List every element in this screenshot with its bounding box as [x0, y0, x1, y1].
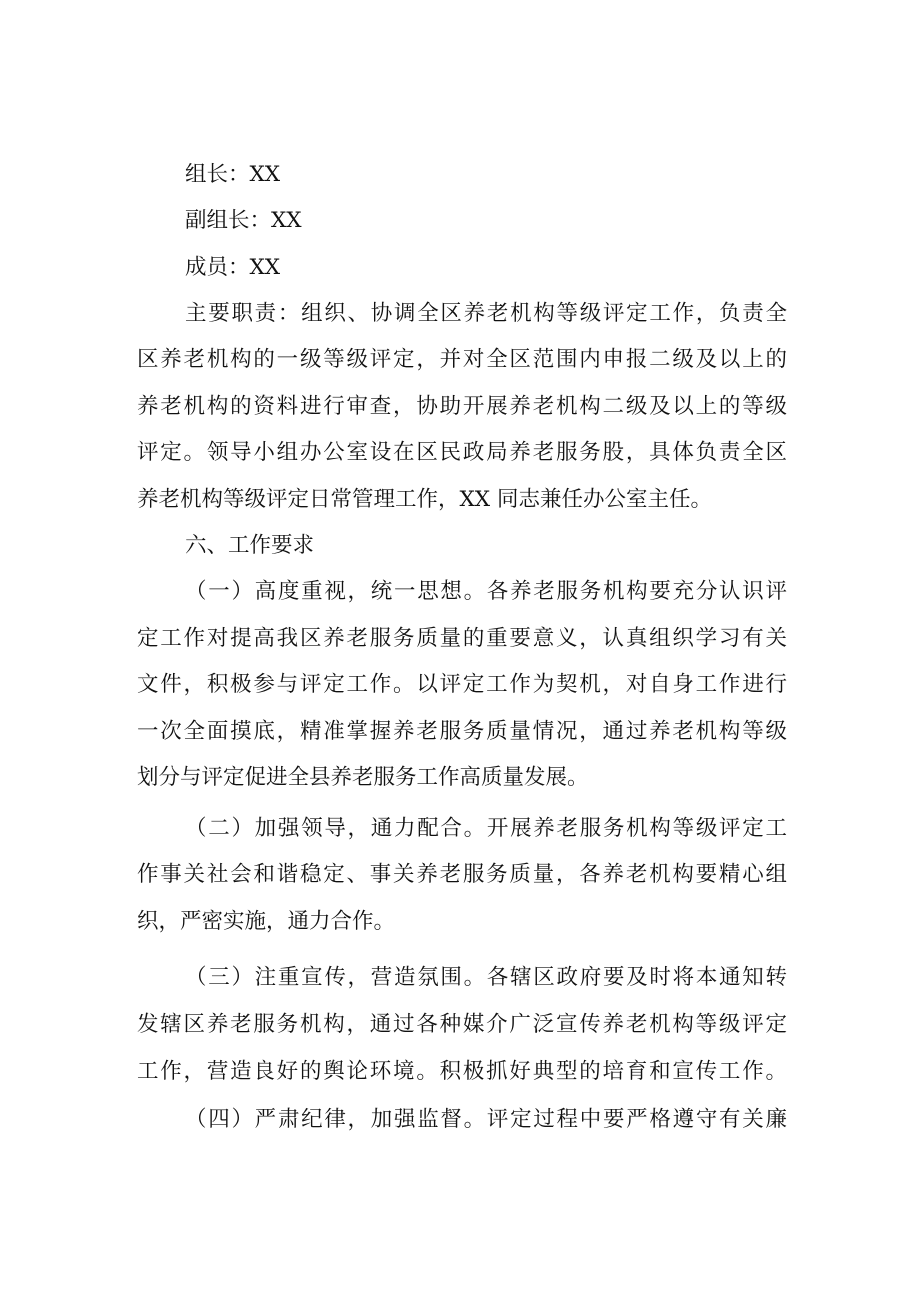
- req1-line-1: （一）高度重视，统一思想。各养老服务机构要充分认识评: [185, 579, 787, 604]
- duties-line-2: 区养老机构的一级等级评定，并对全区范围内申报二级及以上的: [137, 347, 787, 372]
- req1-line-2: 定工作对提高我区养老服务质量的重要意义，认真组织学习有关: [137, 626, 787, 651]
- leader-line: 组长：XX: [185, 162, 281, 187]
- members-line: 成员：XX: [185, 255, 281, 280]
- req2-line-2: 作事关社会和谐稳定、事关养老服务质量，各养老机构要精心组: [137, 862, 787, 887]
- req1-line-3: 文件，积极参与评定工作。以评定工作为契机，对自身工作进行: [137, 672, 787, 697]
- req1-line-4: 一次全面摸底，精准掌握养老服务质量情况，通过养老机构等级: [137, 719, 787, 744]
- req3-line-3: 工作，营造良好的舆论环境。积极抓好典型的培育和宣传工作。: [137, 1059, 787, 1084]
- req4-line-1: （四）严肃纪律，加强监督。评定过程中要严格遵守有关廉: [185, 1107, 787, 1132]
- req1-line-5: 划分与评定促进全县养老服务工作高质量发展。: [137, 765, 589, 790]
- section-heading: 六、工作要求: [185, 533, 315, 558]
- duties-line-5: 养老机构等级评定日常管理工作，XX 同志兼任办公室主任。: [137, 487, 712, 512]
- duties-line-3: 养老机构的资料进行审查，协助开展养老机构二级及以上的等级: [137, 394, 787, 419]
- req3-line-2: 发辖区养老服务机构，通过各种媒介广泛宣传养老机构等级评定: [137, 1012, 787, 1037]
- req2-line-1: （二）加强领导，通力配合。开展养老服务机构等级评定工: [185, 816, 787, 841]
- deputy-leader-line: 副组长：XX: [185, 208, 302, 233]
- duties-line-4: 评定。领导小组办公室设在区民政局养老服务股，具体负责全区: [137, 440, 787, 465]
- req2-line-3: 织，严密实施，通力合作。: [137, 909, 396, 934]
- req3-line-1: （三）注重宣传，营造氛围。各辖区政府要及时将本通知转: [185, 965, 787, 990]
- duties-line-1: 主要职责：组织、协调全区养老机构等级评定工作，负责全: [185, 301, 787, 326]
